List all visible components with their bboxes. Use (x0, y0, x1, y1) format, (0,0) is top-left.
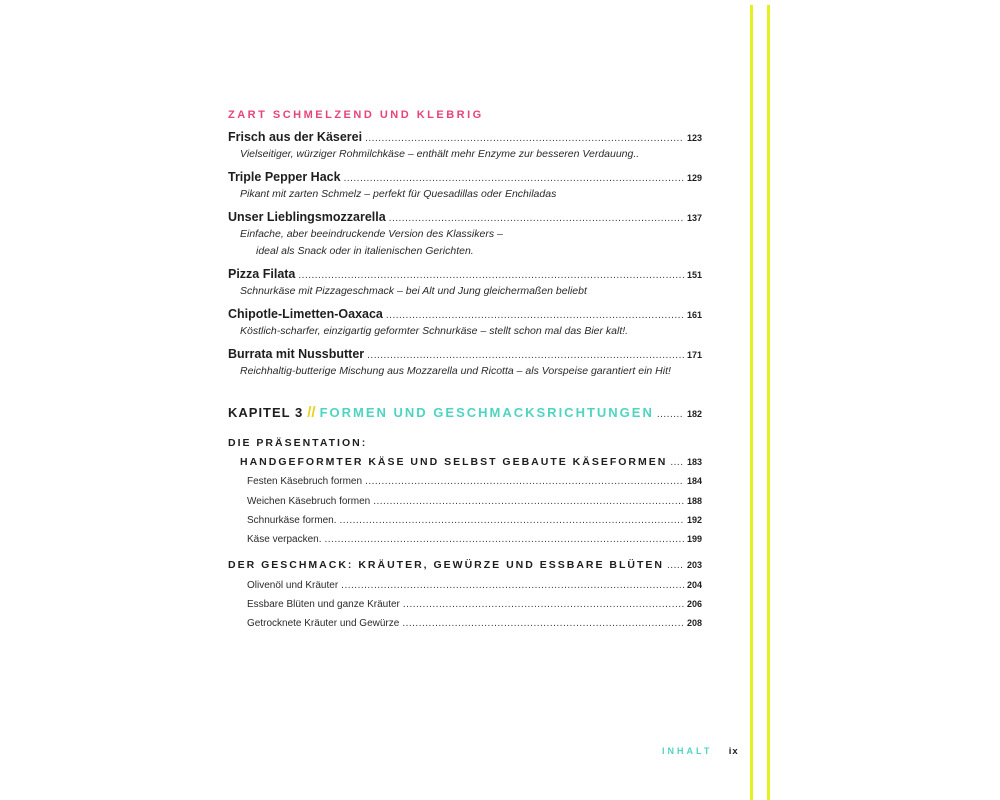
toc-subentry[interactable] (247, 599, 702, 610)
section-title: DER GESCHMACK: KRÄUTER, GEWÜRZE UND ESSBARE BLÜTEN (228, 559, 665, 571)
chapter-number: KAPITEL 3 (228, 405, 304, 420)
binding-line-right (767, 5, 770, 800)
subentry-title: Essbare Blüten und ganze Kräuter (247, 599, 400, 610)
entry-description: Vielseitiger, würziger Rohmilchkäse – enthält mehr Enzyme zur besseren Verdauung.. (240, 148, 640, 160)
section-heading[interactable] (228, 559, 702, 571)
dot-leader (667, 560, 684, 571)
toc-subentry[interactable] (247, 476, 702, 487)
toc-entry[interactable] (228, 170, 702, 184)
subentry-title: Schnurkäse formen. (247, 515, 337, 526)
dot-leader (403, 599, 684, 610)
toc-entry[interactable] (228, 347, 702, 361)
page-number: 206 (686, 599, 702, 609)
toc-subentry[interactable] (247, 618, 702, 629)
entry-title: Frisch aus der Käserei (228, 130, 363, 144)
page-number: 199 (686, 534, 702, 544)
section-heading: DIE PRÄSENTATION: (228, 437, 368, 449)
subentry-title: Weichen Käsebruch formen (247, 496, 371, 507)
dot-leader (389, 213, 684, 224)
chapter-heading[interactable] (228, 404, 702, 421)
subentry-title: Getrocknete Kräuter und Gewürze (247, 618, 400, 629)
dot-leader (657, 409, 684, 420)
chapter-title: FORMEN UND GESCHMACKSRICHTUNGEN (319, 405, 654, 420)
entry-title: Burrata mit Nussbutter (228, 347, 365, 361)
dot-leader (298, 270, 684, 281)
dot-leader (344, 173, 684, 184)
chapter-separator: // (307, 404, 316, 421)
dot-leader (325, 534, 684, 545)
dot-leader (341, 580, 684, 591)
toc-entry[interactable] (228, 307, 702, 321)
subsection-title: HANDGEFORMTER KÄSE UND SELBST GEBAUTE KÄSEFORMEN (240, 456, 668, 468)
page-number: 123 (686, 133, 702, 143)
footer-label: INHALT (662, 746, 713, 756)
page-number: 137 (686, 213, 702, 223)
page-number: 204 (686, 580, 702, 590)
dot-leader (402, 618, 684, 629)
entry-description: Einfache, aber beeindruckende Version des Klassikers – (240, 228, 503, 240)
section-title: ZART SCHMELZEND UND KLEBRIG (228, 109, 484, 121)
page-number: 188 (686, 496, 702, 506)
entry-description: Pikant mit zarten Schmelz – perfekt für Quesadillas oder Enchiladas (240, 188, 557, 200)
dot-leader (340, 515, 684, 526)
dot-leader (365, 476, 684, 487)
toc-entry[interactable] (228, 267, 702, 281)
page-number: 184 (686, 476, 702, 486)
page-number: 182 (686, 409, 702, 419)
subentry-title: Käse verpacken. (247, 534, 322, 545)
entry-description: ideal als Snack oder in italienischen Gerichten. (256, 245, 474, 257)
toc-subentry[interactable] (247, 534, 702, 545)
footer-page-number: ix (728, 746, 739, 757)
entry-title: Chipotle-Limetten-Oaxaca (228, 307, 383, 321)
dot-leader (367, 350, 684, 361)
page-number: 183 (686, 457, 702, 467)
toc-subentry[interactable] (247, 515, 702, 526)
dot-leader (365, 133, 684, 144)
entry-description: Reichhaltig-butterige Mischung aus Mozzarella und Ricotta – als Vorspeise garantiert ein Hit! (240, 365, 671, 377)
toc-subentry[interactable] (247, 580, 702, 591)
entry-title: Unser Lieblingsmozzarella (228, 210, 386, 224)
dot-leader (386, 310, 684, 321)
page-number: 161 (686, 310, 702, 320)
entry-title: Pizza Filata (228, 267, 296, 281)
toc-entry[interactable] (228, 130, 702, 144)
page-number: 171 (686, 350, 702, 360)
toc-subentry[interactable] (247, 496, 702, 507)
page-number: 208 (686, 618, 702, 628)
binding-line-left (750, 5, 753, 800)
page-number: 203 (686, 560, 702, 570)
page-number: 151 (686, 270, 702, 280)
dot-leader (373, 496, 684, 507)
page-number: 192 (686, 515, 702, 525)
entry-description: Schnurkäse mit Pizzageschmack – bei Alt und Jung gleichermaßen beliebt (240, 285, 587, 297)
entry-title: Triple Pepper Hack (228, 170, 341, 184)
toc-entry[interactable] (228, 210, 702, 224)
entry-description: Köstlich-scharfer, einzigartig geformter Schnurkäse – stellt schon mal das Bier kalt!. (240, 325, 629, 337)
subsection-heading[interactable] (240, 456, 702, 468)
dot-leader (670, 457, 684, 468)
subentry-title: Olivenöl und Kräuter (247, 580, 339, 591)
page-number: 129 (686, 173, 702, 183)
subentry-title: Festen Käsebruch formen (247, 476, 363, 487)
page-footer (662, 741, 739, 759)
